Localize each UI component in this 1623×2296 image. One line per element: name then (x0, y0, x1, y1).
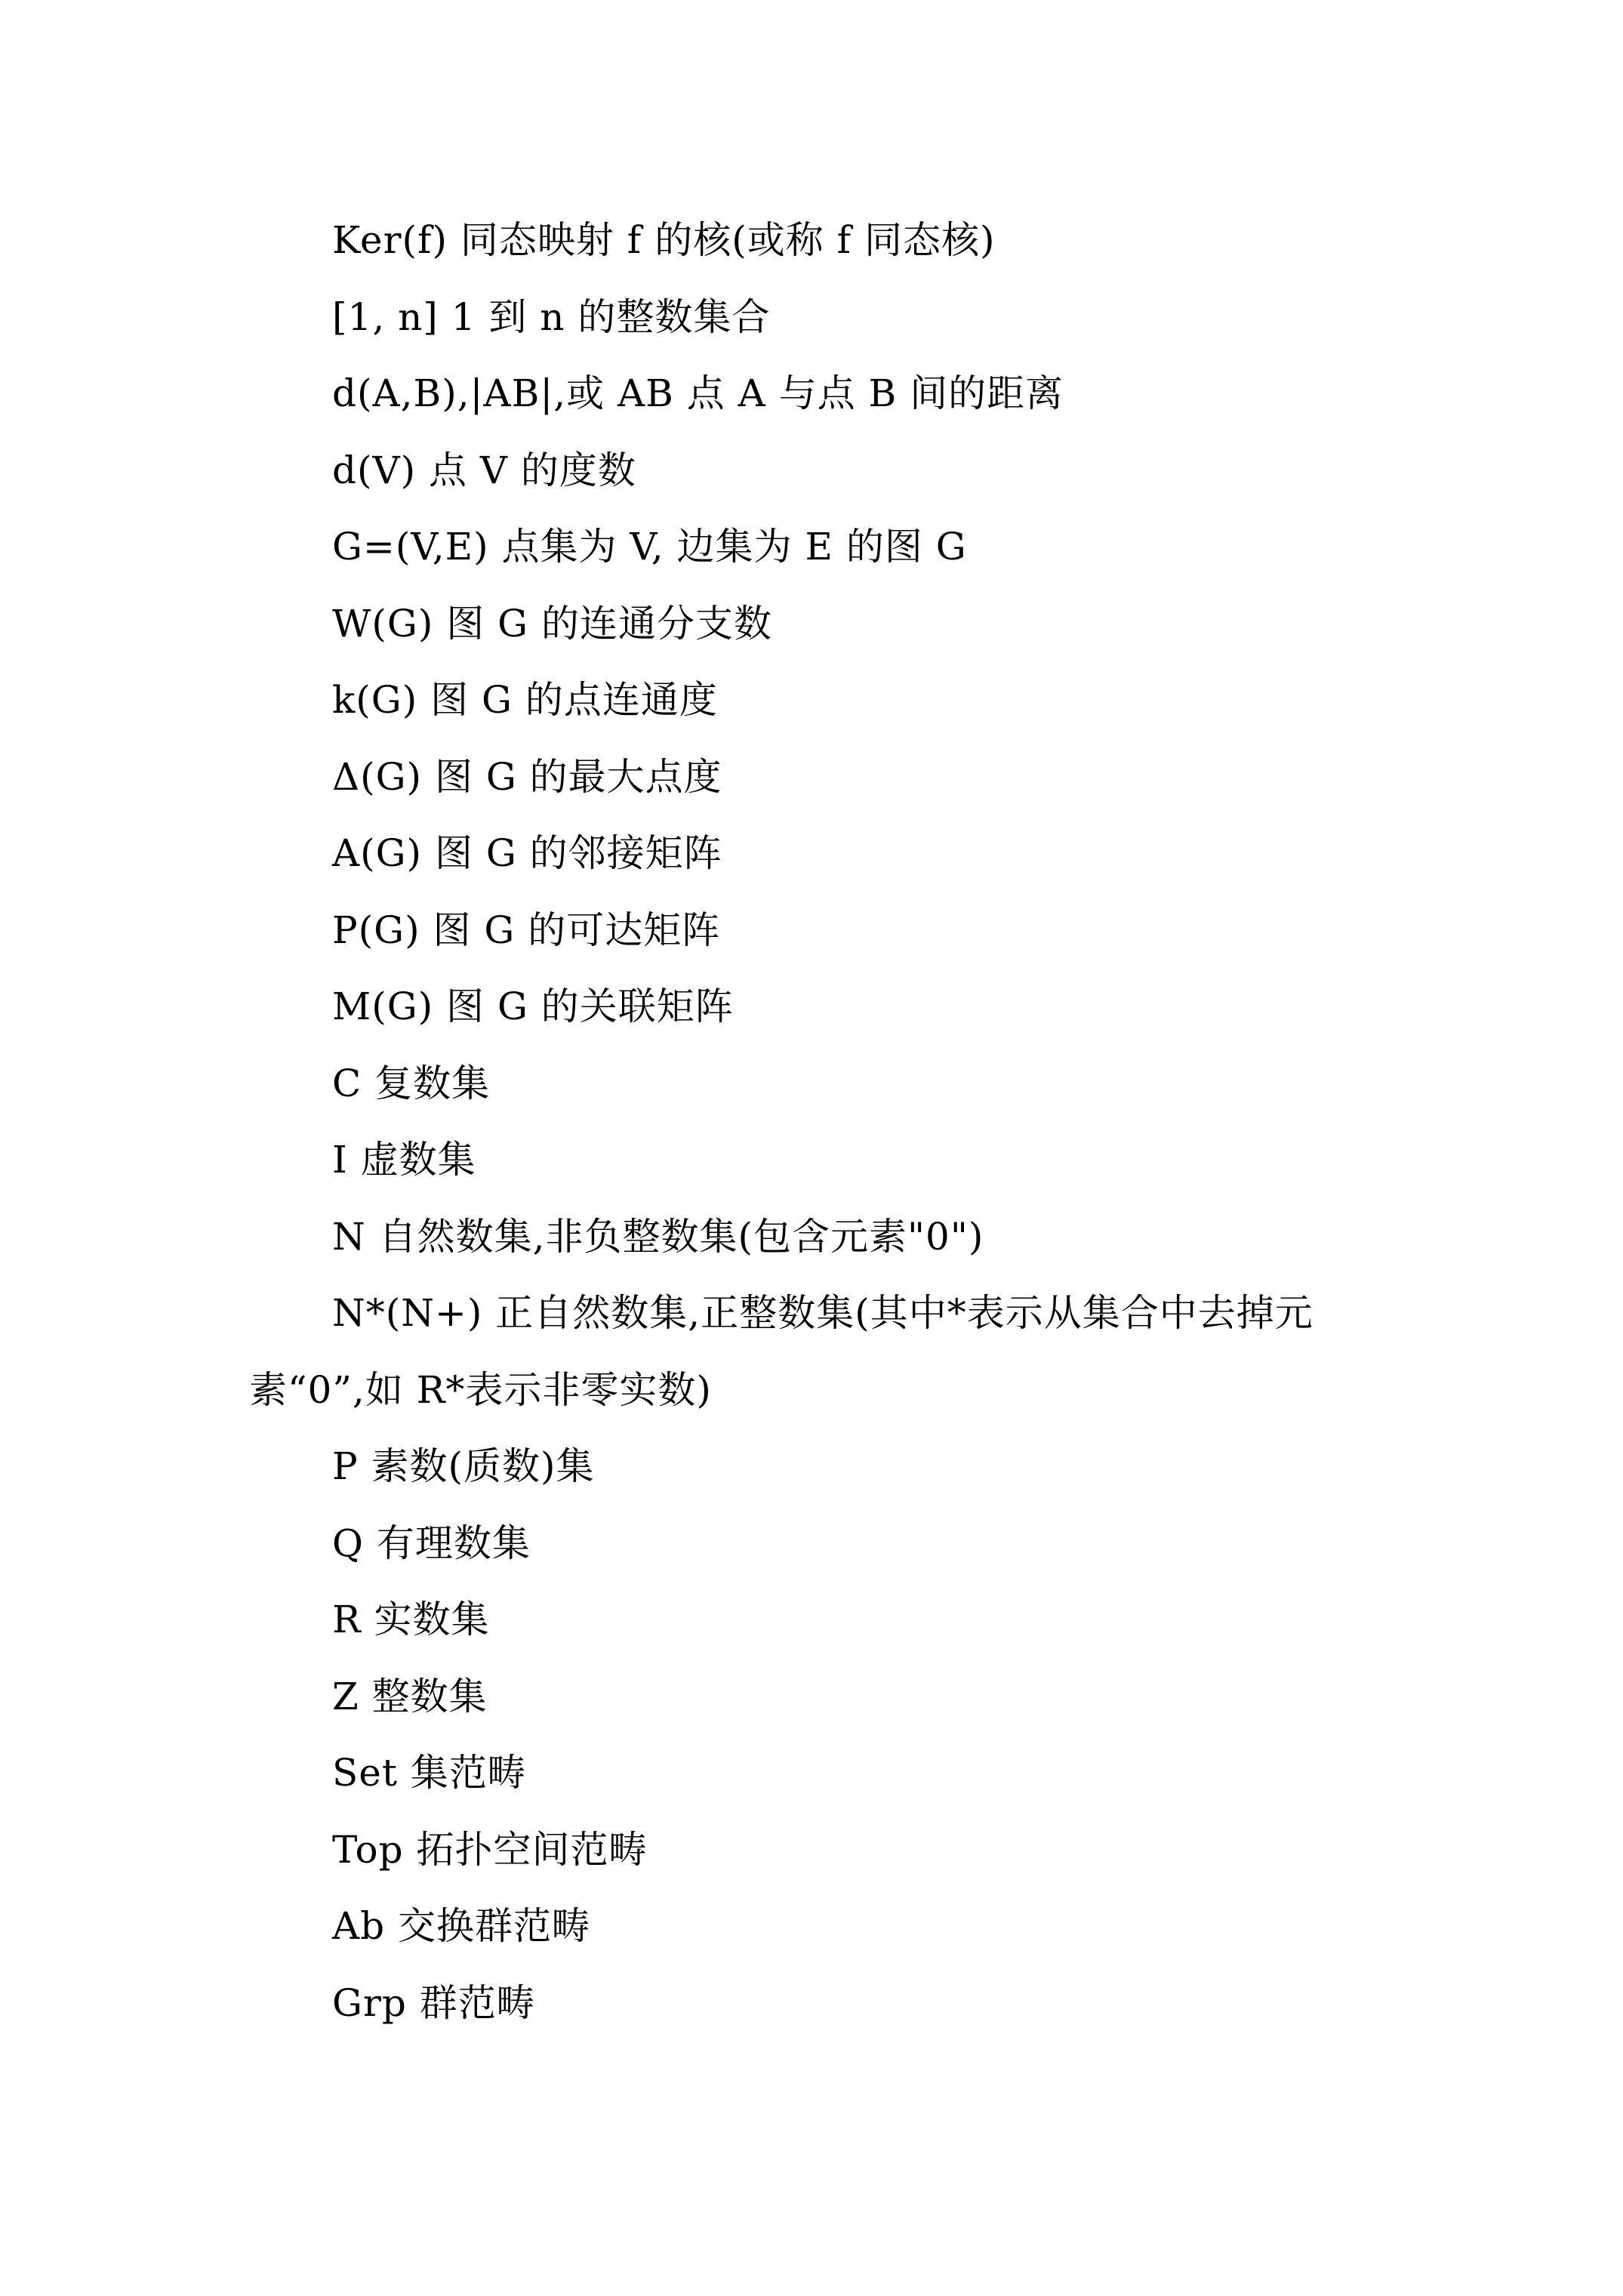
list-item: Top 拓扑空间范畴 (332, 1827, 648, 1872)
list-item: Ker(f) 同态映射 f 的核(或称 f 同态核) (332, 218, 996, 262)
list-item: R 实数集 (332, 1598, 490, 1641)
list-item: A(G) 图 G 的邻接矩阵 (332, 831, 722, 875)
list-item: Grp 群范畴 (332, 1980, 535, 2025)
list-item: d(A,B),|AB|,或 AB 点 A 与点 B 间的距离 (332, 371, 1064, 415)
list-item: G=(V,E) 点集为 V, 边集为 E 的图 G (332, 525, 967, 569)
list-item: Q 有理数集 (332, 1521, 531, 1565)
list-item: W(G) 图 G 的连通分支数 (332, 601, 772, 646)
list-item: k(G) 图 G 的点连通度 (332, 678, 718, 722)
list-item: N*(N+) 正自然数集,正整数集(其中*表示从集合中去掉元素“0”,如 R*表示非零实数) (249, 1291, 1313, 1412)
symbol-list (249, 202, 1412, 2042)
list-item: N 自然数集,非负整数集(包含元素"0") (332, 1214, 984, 1259)
list-item: P(G) 图 G 的可达矩阵 (332, 908, 721, 952)
list-item: d(V) 点 V 的度数 (332, 448, 636, 492)
list-item: P 素数(质数)集 (332, 1444, 595, 1488)
list-item: C 复数集 (332, 1061, 491, 1105)
list-item: I 虚数集 (332, 1138, 476, 1182)
list-item: Ab 交换群范畴 (332, 1904, 591, 1948)
list-item: M(G) 图 G 的关联矩阵 (332, 985, 734, 1028)
list-item: Δ(G) 图 G 的最大点度 (332, 754, 722, 799)
list-item: Set 集范畴 (332, 1751, 526, 1795)
list-item: Z 整数集 (332, 1674, 488, 1718)
list-item: [1, n] 1 到 n 的整数集合 (332, 294, 771, 339)
